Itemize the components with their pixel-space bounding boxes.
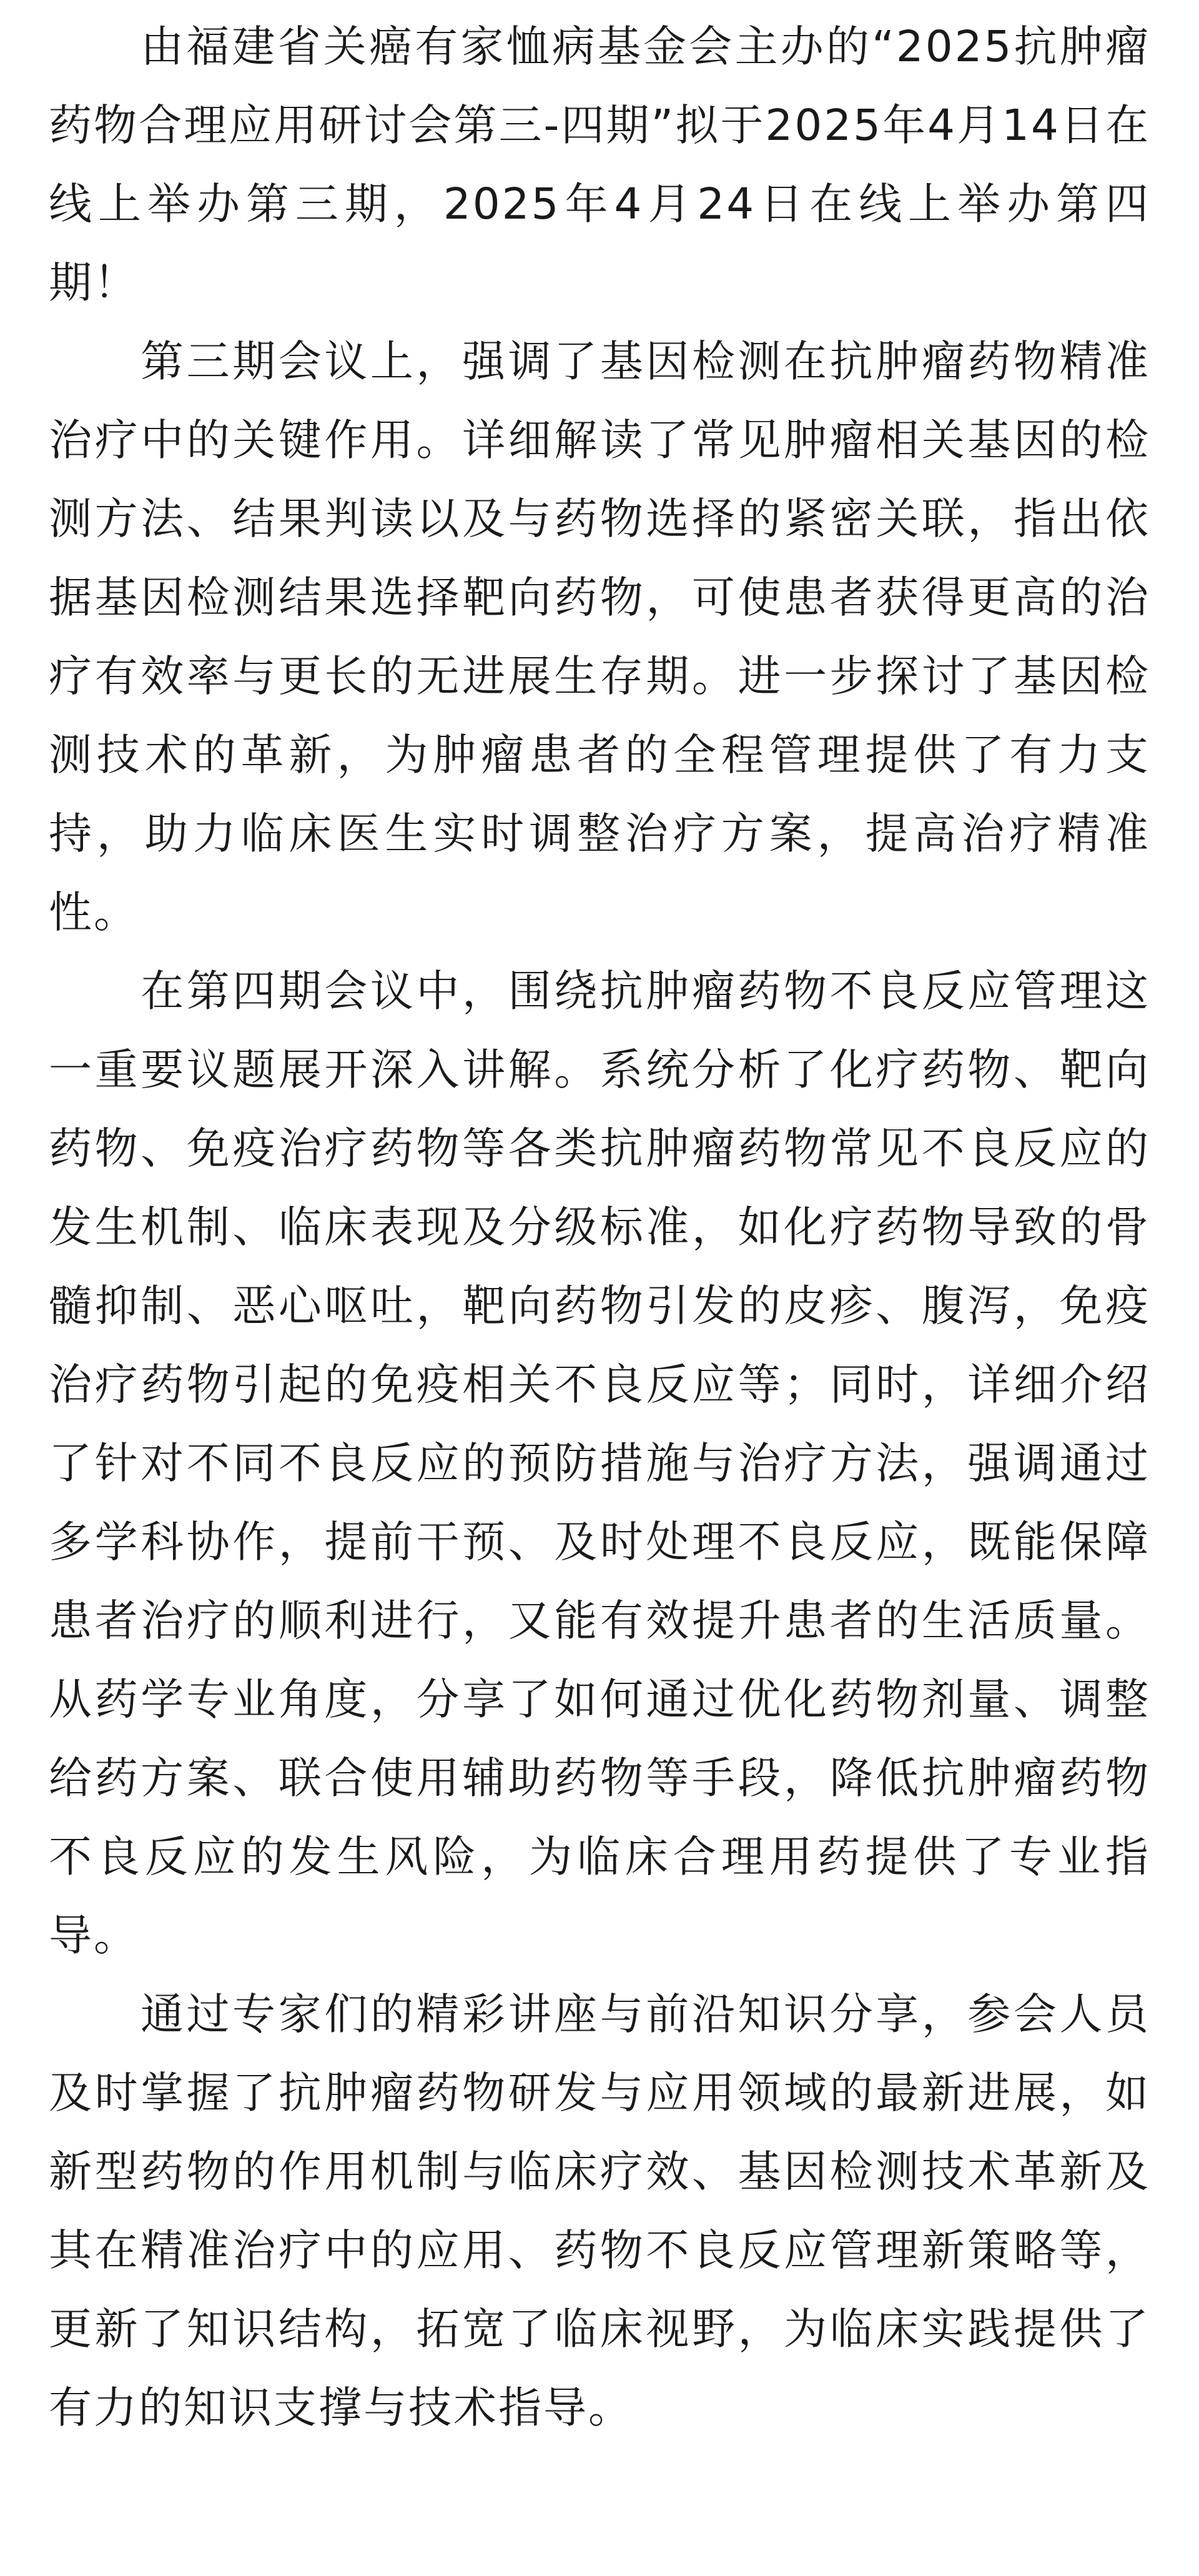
paragraph-intro: 由福建省关癌有家恤病基金会主办的“2025抗肿瘤药物合理应用研讨会第三-四期”拟于2025年4月14日在线上举办第三期，2025年4月24日在线上举办第四期！: [49, 22, 1150, 308]
paragraph-session-three: 第三期会议上，强调了基因检测在抗肿瘤药物精准治疗中的关键作用。详细解读了常见肿瘤相关基因的检测方法、结果判读以及与药物选择的紧密关联，指出依据基因检测结果选择靶向药物，可使患者获得更高的治疗有效率与更长的无进展生存期。进一步探讨了基因检测技术的革新，为肿瘤患者的全程管理提供了有力支持，助力临床医生实时调整治疗方案，提高治疗精准性。: [49, 337, 1150, 938]
paragraph-summary: 通过专家们的精彩讲座与前沿知识分享，参会人员及时掌握了抗肿瘤药物研发与应用领域的最新进展，如新型药物的作用机制与临床疗效、基因检测技术革新及其在精准治疗中的应用、药物不良反应管理新策略等，更新了知识结构，拓宽了临床视野，为临床实践提供了有力的知识支撑与技术指导。: [49, 1989, 1150, 2433]
article-body: [49, 7, 1150, 2447]
paragraph-session-four: 在第四期会议中，围绕抗肿瘤药物不良反应管理这一重要议题展开深入讲解。系统分析了化疗药物、靶向药物、免疫治疗药物等各类抗肿瘤药物常见不良反应的发生机制、临床表现及分级标准，如化疗药物导致的骨髓抑制、恶心呕吐，靶向药物引发的皮疹、腹泻，免疫治疗药物引起的免疫相关不良反应等；同时，详细介绍了针对不同不良反应的预防措施与治疗方法，强调通过多学科协作，提前干预、及时处理不良反应，既能保障患者治疗的顺利进行，又能有效提升患者的生活质量。从药学专业角度，分享了如何通过优化药物剂量、调整给药方案、联合使用辅助药物等手段，降低抗肿瘤药物不良反应的发生风险，为临床合理用药提供了专业指导。: [49, 966, 1150, 1961]
